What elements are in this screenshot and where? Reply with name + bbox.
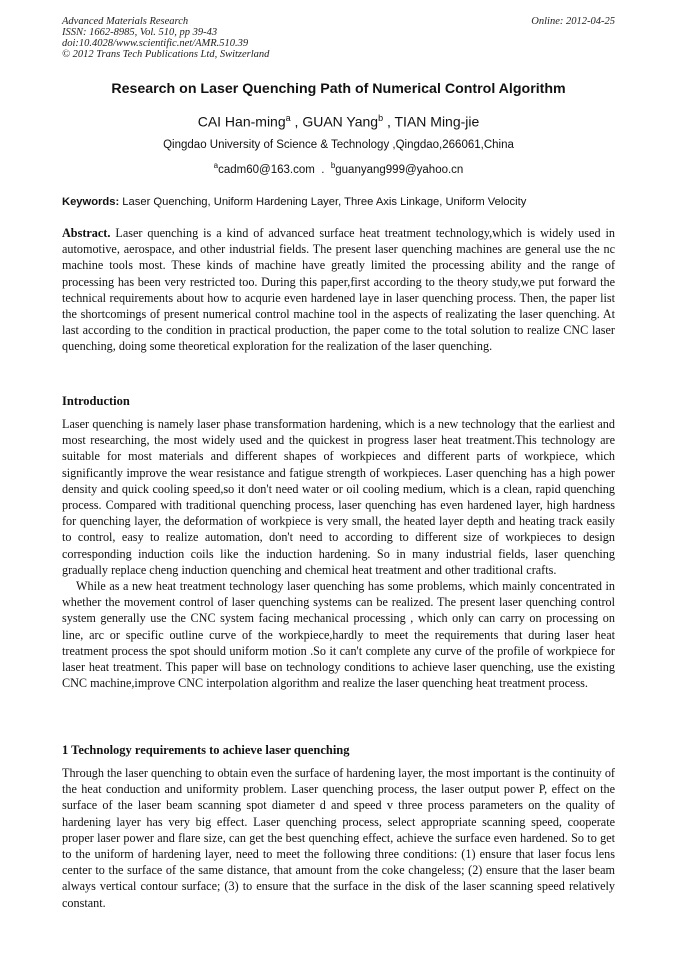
paper-title: Research on Laser Quenching Path of Numerical Control Algorithm (111, 81, 566, 97)
affiliation: Qingdao University of Science & Technology ,Qingdao,266061,China (163, 139, 514, 151)
online-date: Online: 2012-04-25 (531, 16, 615, 27)
introduction-body (62, 416, 615, 691)
journal-header (62, 16, 615, 60)
abstract-text: Laser quenching is a kind of advanced surface heat treatment technology,which is widely used in automotive, aerospace, and other industrial fields. The present laser quenching machines are general use the nc machine tools most. These kinds of machine have greatly limited the processing ability and the range of processing has been very restricted too. During this paper,first according to the theory study,we put forward the technical requirements about how to acqurie even hardened laye in laser quenching process. Then, the paper list the shortcomings of present numerical control machine tool in the aspects of realizating the laser quenching. At last according to the condition in practical production, the paper come to the total solution to realize CNC laser quenching, doing some theoretical exploration for the realization of the laser quenching. (62, 226, 615, 354)
keywords-label: Keywords: (62, 196, 120, 208)
author-separator: , (290, 113, 303, 130)
doi-line: doi:10.4028/www.scientific.net/AMR.510.39 (62, 38, 249, 49)
author-2: GUAN Yang (302, 113, 379, 130)
journal-name: Advanced Materials Research (62, 16, 189, 27)
email-a: cadm60@163.com (218, 163, 315, 176)
email-separator: . (314, 163, 331, 176)
keywords (62, 196, 615, 208)
author-3: TIAN Ming-jie (394, 113, 480, 130)
abstract (62, 225, 615, 355)
email-b-superscript: b (330, 161, 336, 170)
author-separator: , (383, 113, 395, 130)
introduction-paragraph-1: Laser quenching is namely laser phase transformation hardening, which is a new technology that the earliest and most researching, the most widely used and the quickest in progress laser heat treatment.This technology are suitable for most materials and different shapes of workpieces and different parts of workpiece, which significantly improve the wear resistance and fatigue strength of workpieces. Laser quenching has a high power density and quick cooling speed,so it don't need water or oil cooling medium, which is a clean, rapid quenching process. Compared with traditional quenching process, laser quenching has even hardened layer, high hardness for quenching layer, the deformation of workpiece is very small, the heated layer depth and heating track easily to control, easy to realize automation, don't need to according to different size of workpieces to design corresponding induction coils like the induction hardening. So in many industrial fields, laser quenching gradually replace cheng induction quenching and chemical heat treatment and other traditional crafts. (62, 417, 615, 577)
issn-line: ISSN: 1662-8985, Vol. 510, pp 39-43 (62, 27, 218, 38)
author-2-superscript: b (378, 113, 384, 123)
introduction-paragraph-2: While as a new heat treatment technology laser quenching has some problems, which mainly concentrated in whether the movement control of laser quenching systems can be realized. The present laser quenching control system generally use the CNC system facing mechanical processing , which only can carry on processing on line, arc or specific outline curve of the workpiece,hardly to meet the requirements that during laser heat treatment process the spot should uniform motion .So it can't complete any curve of the profile of workpiece for laser heat treatment. This paper will base on technology conditions to achieve laser quenching, use the existing CNC machine,improve CNC interpolation algorithm and realize the laser quenching heat treatment process. (62, 579, 615, 691)
email-a-superscript: a (213, 161, 219, 170)
author-list (62, 113, 615, 130)
introduction-heading: Introduction (62, 394, 130, 408)
section-1-heading: 1 Technology requirements to achieve laser quenching (62, 743, 350, 757)
section-1-body (62, 765, 615, 911)
copyright-line: © 2012 Trans Tech Publications Ltd, Switzerland (62, 49, 270, 60)
email-line (62, 161, 615, 176)
author-1: CAI Han-ming (197, 113, 286, 130)
keywords-text: Laser Quenching, Uniform Hardening Layer, Three Axis Linkage, Uniform Velocity (119, 196, 527, 208)
author-1-superscript: a (285, 113, 291, 123)
email-b: guanyang999@yahoo.cn (335, 163, 464, 176)
section-1-paragraph-1: Through the laser quenching to obtain even the surface of hardening layer, the most important is the continuity of the heat conduction and uniformity problem. Laser quenching process, the laser output power P, effect on the surface of the laser beam scanning spot diameter d and speed v three process parameters on the quality of hardening layer has very big effect. Laser quenching process, select appropriate scanning speed, cooperate proper laser power and flare size, can get the best quenching effect, achieve the surface even hardened. So to get to the uniform of hardening layer, need to meet the following three conditions: (1) ensure that laser focus lens center to the surface of the same distance, that amount from the coke changeless; (2) ensure that the laser beam always vertical contour surface; (3) to ensure that the surface in the disk of the laser scanning speed relatively constant. (62, 766, 615, 910)
abstract-label: Abstract. (62, 226, 111, 240)
